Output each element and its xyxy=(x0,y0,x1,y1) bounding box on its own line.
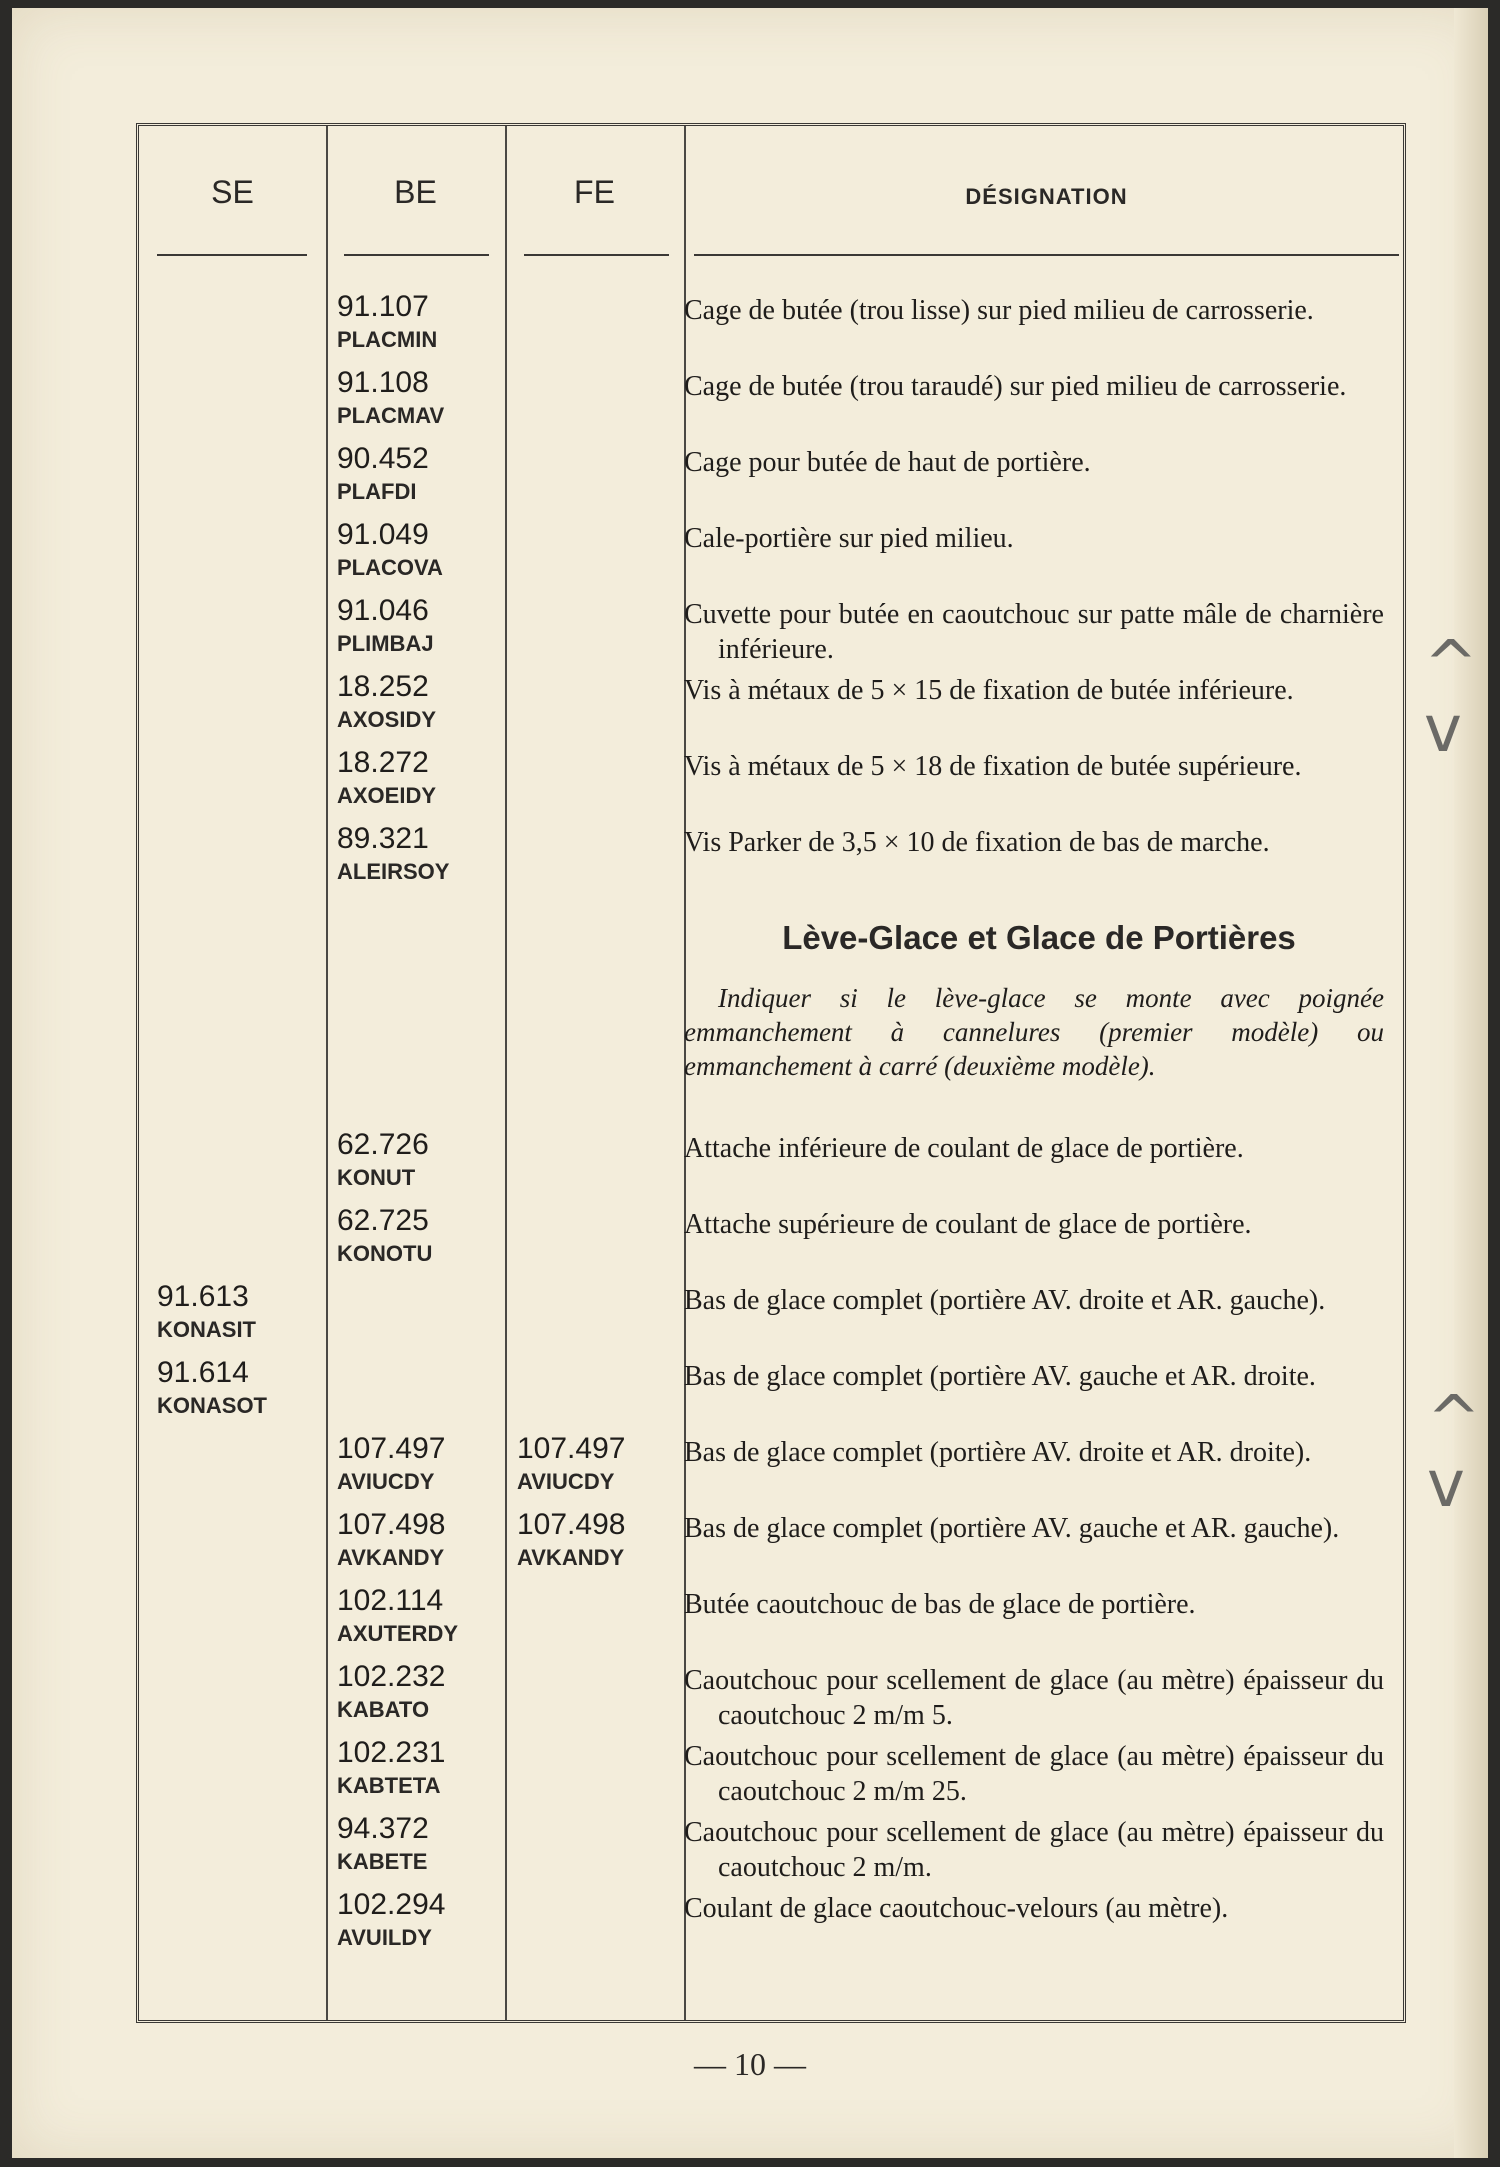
be-number: 94.372 xyxy=(337,1812,429,1845)
be-code: AXOEIDY xyxy=(337,783,437,808)
be-code: KABATO xyxy=(337,1697,430,1722)
be-number: 89.321 xyxy=(337,822,429,855)
table-row xyxy=(139,1433,1403,1509)
be-number: 91.049 xyxy=(337,518,429,551)
designation-text: Cage de butée (trou lisse) sur pied milieu de carrosserie. xyxy=(684,295,1314,326)
table-row xyxy=(139,1585,1403,1661)
designation-text: Bas de glace complet (portière AV. gauche et AR. gauche). xyxy=(684,1513,1340,1544)
table-row xyxy=(139,291,1403,367)
fe-code: AVKANDY xyxy=(517,1545,625,1570)
fe-number: 107.498 xyxy=(517,1508,626,1541)
table-row xyxy=(139,1357,1403,1433)
caret-up-mark: ^ xyxy=(1424,628,1478,702)
be-code: PLIMBAJ xyxy=(337,631,434,656)
be-number: 18.252 xyxy=(337,670,429,703)
designation-text: Butée caoutchouc de bas de glace de portière. xyxy=(684,1589,1196,1620)
section-note: Indiquer si le lève-glace se monte avec poignée emmanchement à cannelures (premier modèle) ou emmanchement à carré (deuxième modèle). xyxy=(684,983,1384,1081)
be-code: AVIUCDY xyxy=(337,1469,435,1494)
be-number: 102.114 xyxy=(337,1584,444,1617)
page-gutter xyxy=(1454,8,1488,2158)
be-code: ALEIRSOY xyxy=(337,859,450,884)
table-row xyxy=(139,1129,1403,1205)
designation-text: Vis à métaux de 5 × 18 de fixation de butée supérieure. xyxy=(684,751,1302,782)
table-row xyxy=(139,1737,1403,1813)
se-number: 91.614 xyxy=(157,1356,249,1389)
header-rule xyxy=(524,254,669,256)
be-number: 91.108 xyxy=(337,366,429,399)
designation-text: Cage de butée (trou taraudé) sur pied milieu de carrosserie. xyxy=(684,371,1347,402)
designation-text: Vis à métaux de 5 × 15 de fixation de butée inférieure. xyxy=(684,675,1294,706)
table-row xyxy=(139,1813,1403,1889)
be-number: 107.498 xyxy=(337,1508,446,1541)
be-code: AXOSIDY xyxy=(337,707,437,732)
parts-table xyxy=(136,123,1406,2023)
be-code: KABETE xyxy=(337,1849,428,1874)
be-number: 91.046 xyxy=(337,594,429,627)
be-code: AVKANDY xyxy=(337,1545,445,1570)
be-number: 102.294 xyxy=(337,1888,446,1921)
catalog-page xyxy=(12,8,1488,2158)
be-code: AVUILDY xyxy=(337,1925,432,1950)
fe-code: AVIUCDY xyxy=(517,1469,615,1494)
be-code: KABTETA xyxy=(337,1773,441,1798)
be-number: 90.452 xyxy=(337,442,429,475)
be-number: 62.726 xyxy=(337,1128,429,1161)
se-code: KONASIT xyxy=(157,1317,256,1342)
caret-down-mark: v xyxy=(1424,693,1462,767)
be-code: PLACOVA xyxy=(337,555,443,580)
be-code: PLACMAV xyxy=(337,403,445,428)
table-row xyxy=(139,519,1403,595)
be-code: KONUT xyxy=(337,1165,416,1190)
column-header-designation: DÉSIGNATION xyxy=(965,184,1128,209)
designation-text: Coulant de glace caoutchouc-velours (au mètre). xyxy=(684,1893,1229,1924)
be-code: KONOTU xyxy=(337,1241,433,1266)
caret-up-mark: ^ xyxy=(1427,1383,1481,1457)
be-code: PLACMIN xyxy=(337,327,438,352)
se-number: 91.613 xyxy=(157,1280,249,1313)
designation-text: Cale-portière sur pied milieu. xyxy=(684,523,1014,554)
column-header-fe: FE xyxy=(574,174,615,210)
be-number: 102.232 xyxy=(337,1660,446,1693)
table-row xyxy=(139,443,1403,519)
table-row xyxy=(139,1661,1403,1737)
table-row xyxy=(139,367,1403,443)
designation-text: Cage pour butée de haut de portière. xyxy=(684,447,1091,478)
table-row xyxy=(139,595,1403,671)
header-rule xyxy=(157,254,307,256)
table-row xyxy=(139,671,1403,747)
designation-text: Attache inférieure de coulant de glace de portière. xyxy=(684,1133,1244,1164)
designation-text: Bas de glace complet (portière AV. droite et AR. droite). xyxy=(684,1437,1312,1468)
table-row xyxy=(139,1509,1403,1585)
table-row xyxy=(139,747,1403,823)
column-header-be: BE xyxy=(394,174,437,210)
be-code: AXUTERDY xyxy=(337,1621,459,1646)
caret-down-mark: v xyxy=(1427,1448,1465,1522)
designation-text: Cuvette pour butée en caoutchouc sur patte mâle de charnière inférieure. xyxy=(684,599,1384,665)
section-title: Lève-Glace et Glace de Portières xyxy=(782,919,1296,956)
table-row xyxy=(139,823,1403,899)
page-number: — 10 — xyxy=(694,2046,806,2082)
header-rule xyxy=(694,254,1399,256)
designation-text: Vis Parker de 3,5 × 10 de fixation de bas de marche. xyxy=(684,827,1270,858)
designation-text: Caoutchouc pour scellement de glace (au mètre) épaisseur du caoutchouc 2 m/m 5. xyxy=(684,1665,1384,1731)
designation-text: Bas de glace complet (portière AV. gauche et AR. droite. xyxy=(684,1361,1316,1392)
se-code: KONASOT xyxy=(157,1393,267,1418)
fe-number: 107.497 xyxy=(517,1432,626,1465)
be-number: 102.231 xyxy=(337,1736,446,1769)
designation-text: Bas de glace complet (portière AV. droite et AR. gauche). xyxy=(684,1285,1326,1316)
table-row xyxy=(139,1889,1403,1965)
be-number: 91.107 xyxy=(337,290,429,323)
header-rule xyxy=(344,254,489,256)
designation-text: Attache supérieure de coulant de glace de portière. xyxy=(684,1209,1252,1240)
table-row xyxy=(139,1205,1403,1281)
column-header-se: SE xyxy=(211,174,254,210)
be-number: 107.497 xyxy=(337,1432,446,1465)
designation-text: Caoutchouc pour scellement de glace (au mètre) épaisseur du caoutchouc 2 m/m 25. xyxy=(684,1741,1384,1807)
be-number: 62.725 xyxy=(337,1204,429,1237)
be-code: PLAFDI xyxy=(337,479,417,504)
table-row xyxy=(139,1281,1403,1357)
be-number: 18.272 xyxy=(337,746,429,779)
designation-text: Caoutchouc pour scellement de glace (au mètre) épaisseur du caoutchouc 2 m/m. xyxy=(684,1817,1384,1883)
